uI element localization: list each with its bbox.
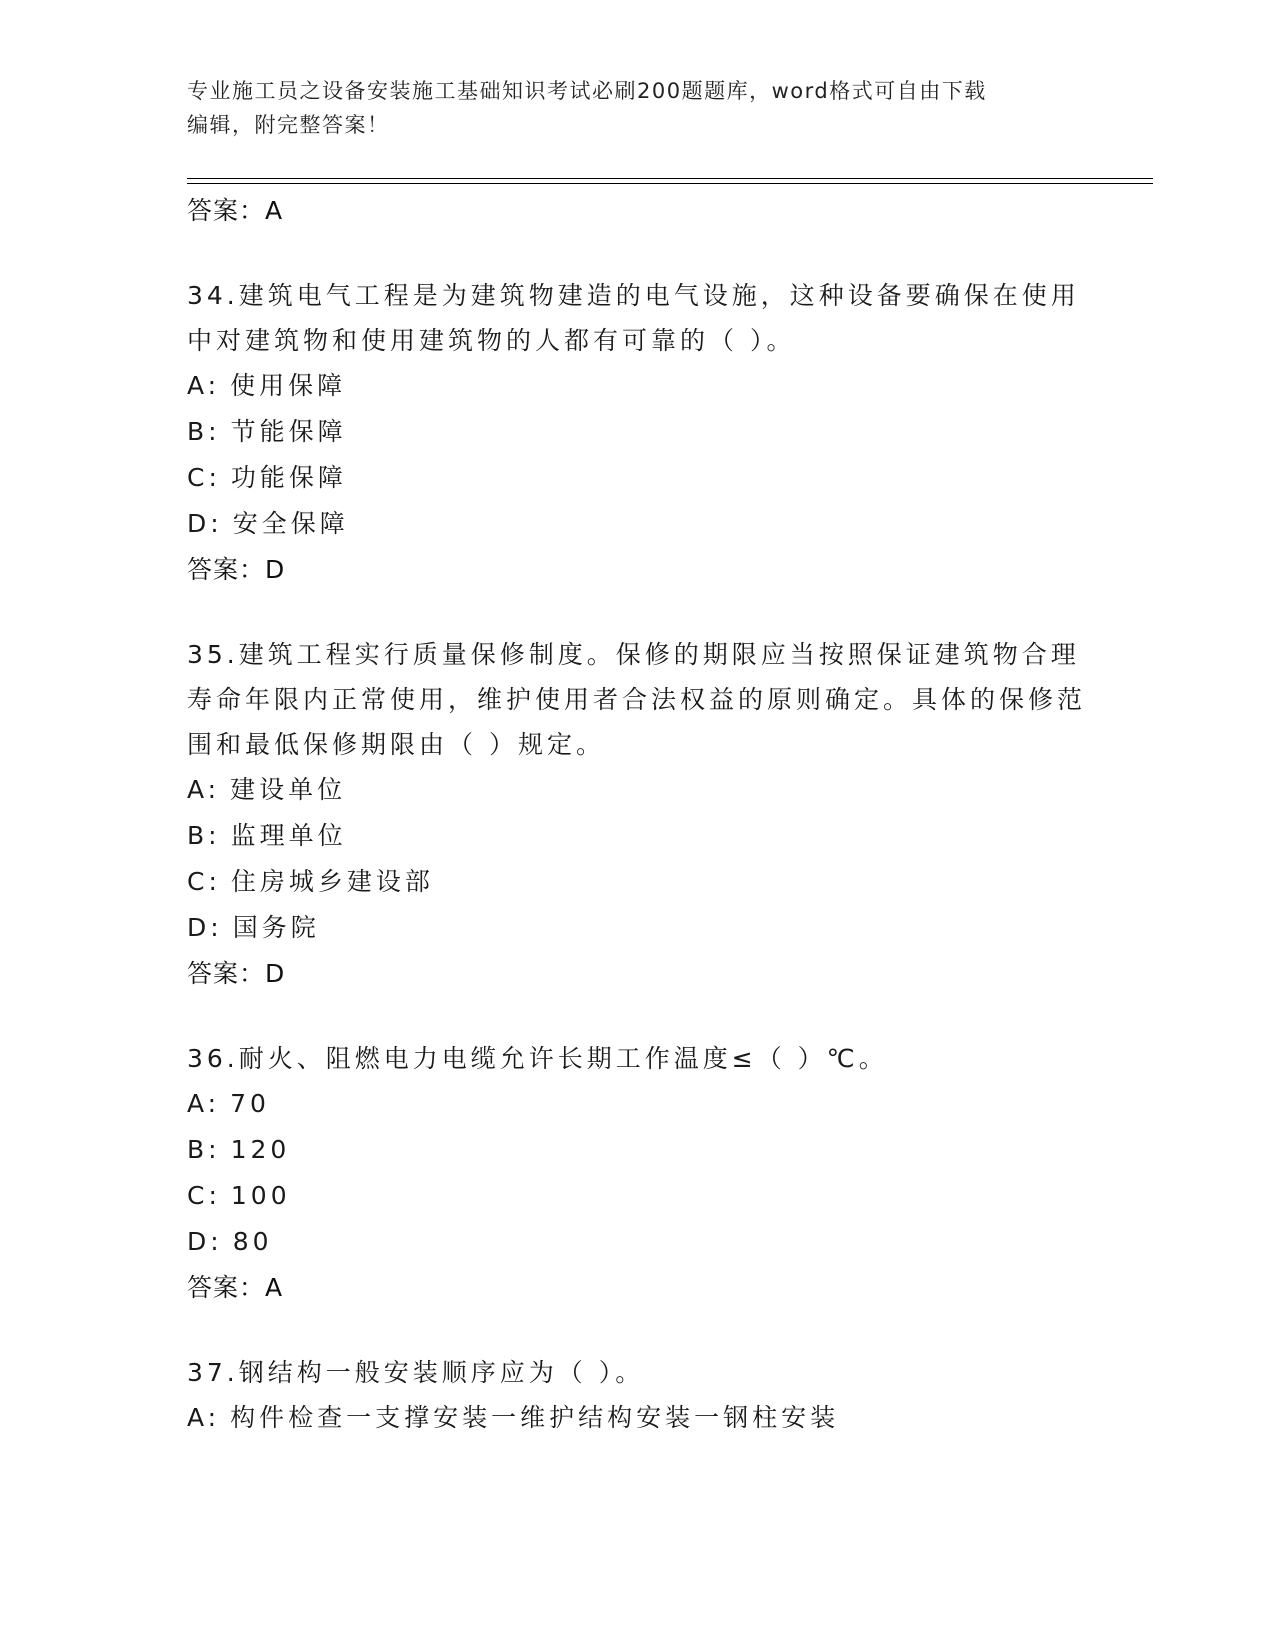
option-text: 120 [230,1135,291,1164]
header-title-line-1: 专业施工员之设备安装施工基础知识考试必刷200题题库，word格式可自由下载 [187,79,987,103]
option-key: B: [187,417,221,446]
option-c [187,455,1087,501]
question-text: 36.耐火、阻燃电力电缆允许长期工作温度≤（ ）℃。 [187,1044,888,1073]
option-text: 节能保障 [230,417,347,446]
option-key: A: [187,775,221,804]
question-block [187,632,1087,997]
option-key: C: [187,463,221,492]
header-divider [187,183,1153,184]
answer-line: 答案：D [187,555,286,584]
question-block [187,1036,1087,1311]
option-a [187,1081,1087,1127]
answer-line: 答案：A [187,1273,284,1302]
option-a [187,363,1087,409]
option-key: A: [187,371,221,400]
option-text: 70 [230,1089,270,1118]
option-text: 功能保障 [230,463,347,492]
document-header [187,74,1087,142]
option-c [187,859,1087,905]
option-key: B: [187,821,221,850]
option-text: 80 [232,1227,273,1256]
option-a [187,1395,1087,1441]
question-text: 37.钢结构一般安装顺序应为（ ）。 [187,1358,645,1387]
option-key: A: [187,1089,221,1118]
option-d [187,905,1087,951]
option-text: 使用保障 [230,371,347,400]
option-a [187,767,1087,813]
option-c [187,1173,1087,1219]
question-block [187,1350,1087,1441]
option-d [187,501,1087,547]
question-list [187,188,1087,1441]
answer-line: 答案：A [187,196,284,225]
option-text: 国务院 [232,913,320,942]
question-block [187,273,1087,593]
option-text: 监理单位 [230,821,347,850]
option-key: C: [187,1181,221,1210]
option-key: B: [187,1135,221,1164]
option-b [187,409,1087,455]
option-text: 构件检查一支撑安装一维护结构安装一钢柱安装 [230,1403,840,1432]
option-text: 安全保障 [232,509,349,538]
option-b [187,1127,1087,1173]
answer-line: 答案：D [187,959,286,988]
question-text: 35.建筑工程实行质量保修制度。保修的期限应当按照保证建筑物合理寿命年限内正常使用，维护使用者合法权益的原则确定。具体的保修范围和最低保修期限由（ ）规定。 [187,640,1087,759]
option-key: D: [187,913,223,942]
option-text: 住房城乡建设部 [230,867,434,896]
option-key: D: [187,1227,223,1256]
option-text: 100 [230,1181,291,1210]
header-title-line-2: 编辑，附完整答案！ [187,113,390,137]
option-key: A: [187,1403,221,1432]
header-divider [187,178,1153,179]
question-text: 34.建筑电气工程是为建筑物建造的电气设施，这种设备要确保在使用中对建筑物和使用建筑物的人都有可靠的（ ）。 [187,281,1080,355]
option-text: 建设单位 [230,775,347,804]
option-key: D: [187,509,223,538]
option-d [187,1219,1087,1265]
option-key: C: [187,867,221,896]
option-b [187,813,1087,859]
